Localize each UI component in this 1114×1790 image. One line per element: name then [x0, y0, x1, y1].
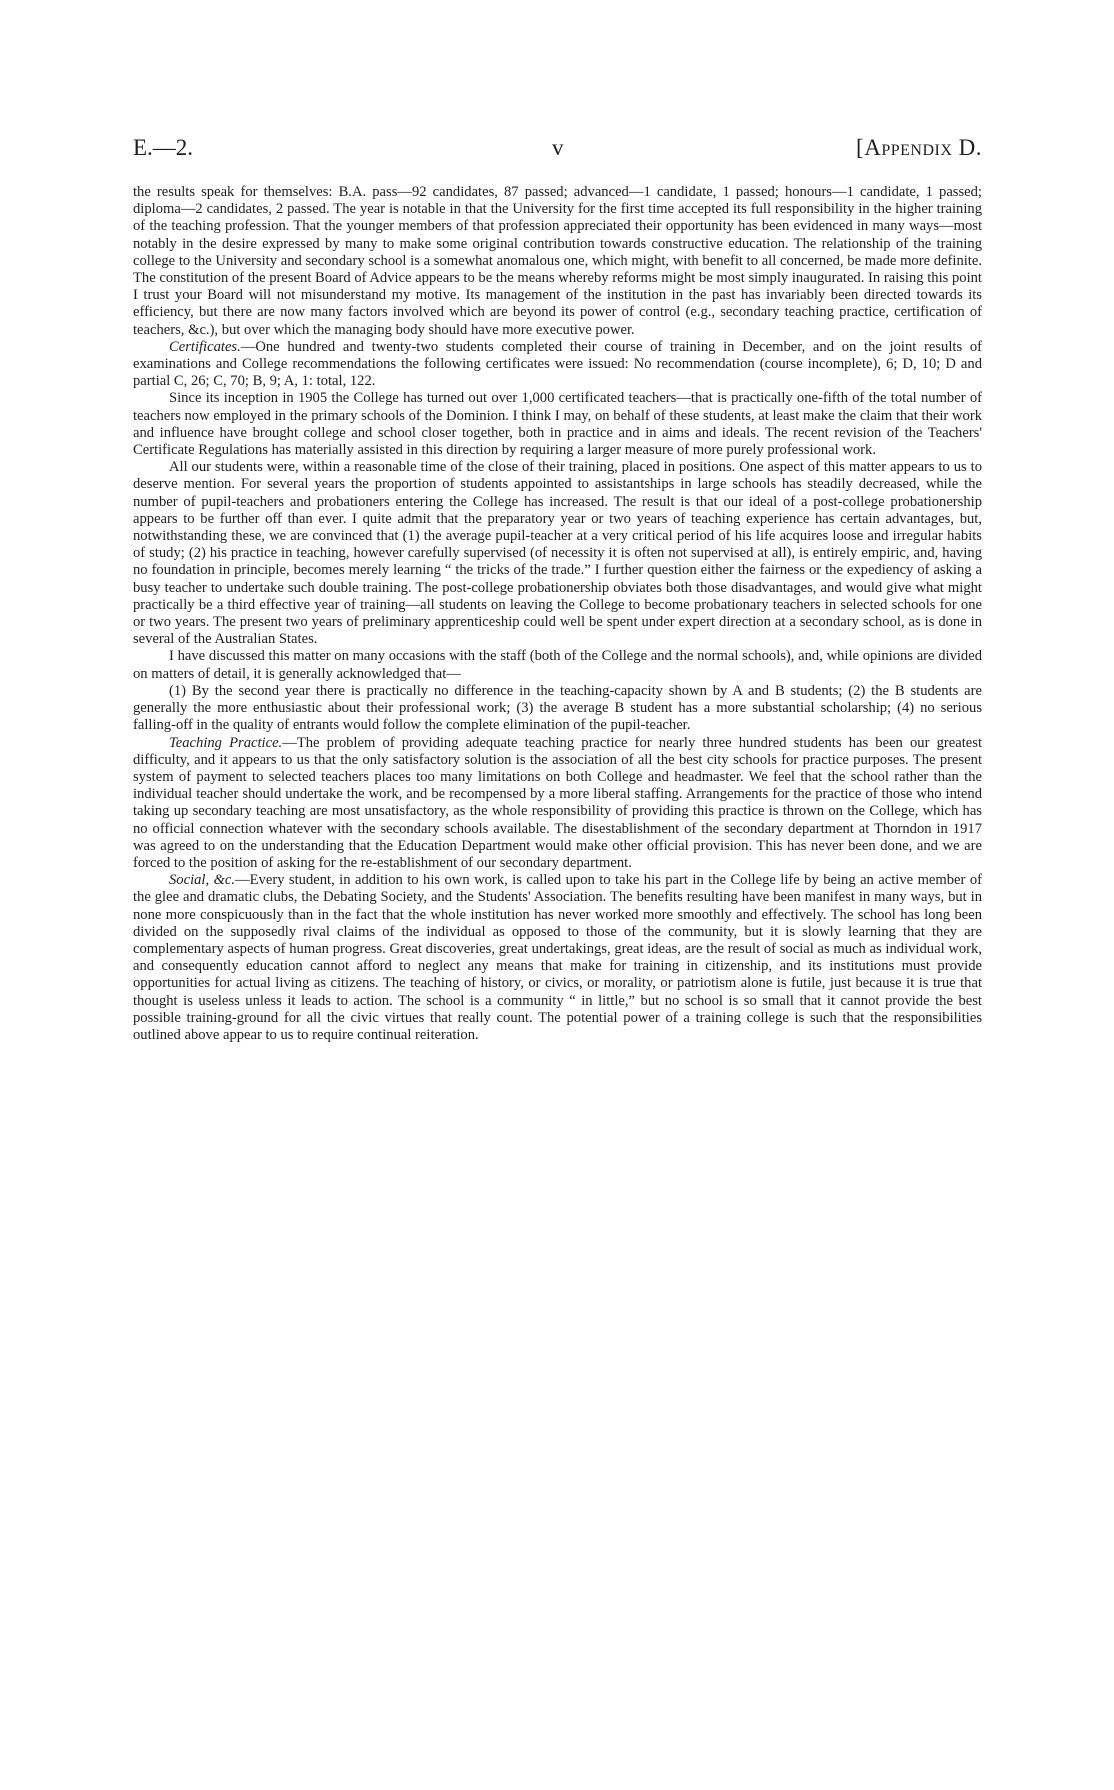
paragraph-text: I have discussed this matter on many occasions with the staff (both of the College and the normal schools), and, while opinions are divided on matters of detail, it is generally acknowledged that— [133, 648, 982, 682]
header-appendix-label: [Appendix D. [856, 135, 982, 160]
paragraph-lead: Certificates. [169, 338, 241, 355]
page-header [133, 131, 982, 165]
paragraph-text: Since its inception in 1905 the College has turned out over 1,000 certificated teachers—that is practically one-fifth of the total number of teachers now employed in the primary schools of the Dominion. I think I may, on behalf of these students, at least make the claim that their work and influence have brought college and school closer together, both in practice and in aims and ideals. The recent revision of the Teachers' Certificate Regulations has materially assisted in this direction by requiring a larger measure of more purely professional work. [133, 390, 982, 459]
paragraph-positions [133, 459, 982, 648]
paragraph-text: —One hundred and twenty-two students completed their course of training in December, and on the joint results of examinations and College recommendations the following certificates were issued: No recommendation (course incomplete), 6; D, 10; D and partial C, 26; C, 70; B, 9; A, 1: total, 122. [133, 338, 982, 390]
paragraph-text: the results speak for themselves: B.A. pass—92 candidates, 87 passed; advanced—1 candidate, 1 passed; honours—1 candidate, 1 passed; diploma—2 candidates, 2 passed. The year is notable in that the University for the first time accepted its full responsibility in the higher training of the teaching profession. That the younger members of that profession appreciated their opportunity has been evidenced in many ways—most notably in the desire expressed by many to make some original contribution towards constructive education. The relationship of the training college to the University and secondary school is a somewhat anomalous one, which might, with benefit to all concerned, be made more definite. The constitution of the present Board of Advice appears to be the means whereby reforms might be most simply inaugurated. In raising this point I trust your Board will not misunderstand my motive. Its management of the institution in the past has invariably been directed towards its efficiency, but there are now many factors involved which are beyond its power of control (e.g., secondary teaching practice, certification of teachers, &c.), but over which the managing body should have more executive power. [133, 184, 982, 338]
paragraph-text: (1) By the second year there is practically no difference in the teaching-capacity shown by A and B students; (2) the B students are generally the more enthusiastic about their professional work; (3) the average B student has a more substantial scholarship; (4) no serious falling-off in the quality of entrants would follow the complete elimination of the pupil-teacher. [133, 682, 982, 734]
paragraph-results [133, 184, 982, 339]
paragraph-findings [133, 683, 982, 735]
paragraph-text: —Every student, in addition to his own work, is called upon to take his part in the College life by being an active member of the glee and dramatic clubs, the Debating Society, and the Students' Association. The benefits resulting have been manifest in many ways, but in none more conspicuously than in the fact that the whole institution has never worked more smoothly and effectively. The school has long been divided on the supposedly rival claims of the individual as opposed to those of the community, but it is slowly learning that they are complementary aspects of human progress. Great discoveries, great undertakings, great ideas, are the result of social as much as individual work, and consequently education cannot afford to neglect any means that make for training in citizenship, and its institutions must provide opportunities for actual living as citizens. The teaching of history, or civics, or morality, or patriotism alone is futile, just because it is true that thought is useless unless it leads to action. The school is a community “ in little,” but no school is so small that it cannot provide the best possible training-ground for all the civic virtues that really count. The potential power of a training college is such that the responsibilities outlined above appear to us to require continual reiteration. [133, 872, 982, 1043]
paragraph-lead: Social, &c. [169, 872, 236, 889]
paragraph-teaching-practice [133, 735, 982, 873]
paragraph-text: —The problem of providing adequate teaching practice for nearly three hundred students has been our greatest difficulty, and it appears to us that the only satisfactory solution is the association of all the best city schools for practice purposes. The present system of payment to selected teachers places too many limitations on both College and headmaster. We feel that the school rather than the individual teacher should undertake the work, and be recompensed by a more liberal staffing. Arrangements for the practice of those who intend taking up secondary teaching are most unsatisfactory, as the whole responsibility of providing this practice is thrown on the College, which has no official connection whatever with the secondary schools available. The disestablishment of the secondary department at Thorndon in 1917 was agreed to on the understanding that the Education Department would make other official provision. This has never been done, and we are forced to the position of asking for the re-establishment of our secondary department. [133, 734, 982, 871]
header-report-code: E.—2. [133, 135, 194, 160]
paragraph-social [133, 872, 982, 1044]
document-body [133, 184, 982, 1044]
paragraph-inception [133, 390, 982, 459]
paragraph-text: All our students were, within a reasonable time of the close of their training, placed in positions. One aspect of this matter appears to us to deserve mention. For several years the proportion of students appointed to assistantships in large schools has steadily decreased, while the number of pupil-teachers and probationers entering the College has increased. The result is that our ideal of a post-college probationership appears to be further off than ever. I quite admit that the preparatory year or two years of teaching experience has certain advantages, but, notwithstanding these, we are convinced that (1) the average pupil-teacher at a very critical period of his life acquires loose and irregular habits of study; (2) his practice in teaching, however carefully supervised (of necessity it is often not supervised at all), is entirely empiric, and, having no foundation in principle, becomes merely learning “ the tricks of the trade.” I further question either the fairness or the expediency of asking a busy teacher to undertake such double training. The post-college probationership obviates both those disadvantages, and would give what might practically be a third effective year of training—all students on leaving the College to become probationary teachers in selected schools for one or two years. The present two years of preliminary apprenticeship could well be spent under expert direction at a secondary school, as is done in several of the Australian States. [133, 459, 982, 648]
paragraph-certificates [133, 339, 982, 391]
header-page-number: v [552, 135, 564, 160]
paragraph-discussion [133, 648, 982, 682]
paragraph-lead: Teaching Practice. [169, 734, 283, 751]
